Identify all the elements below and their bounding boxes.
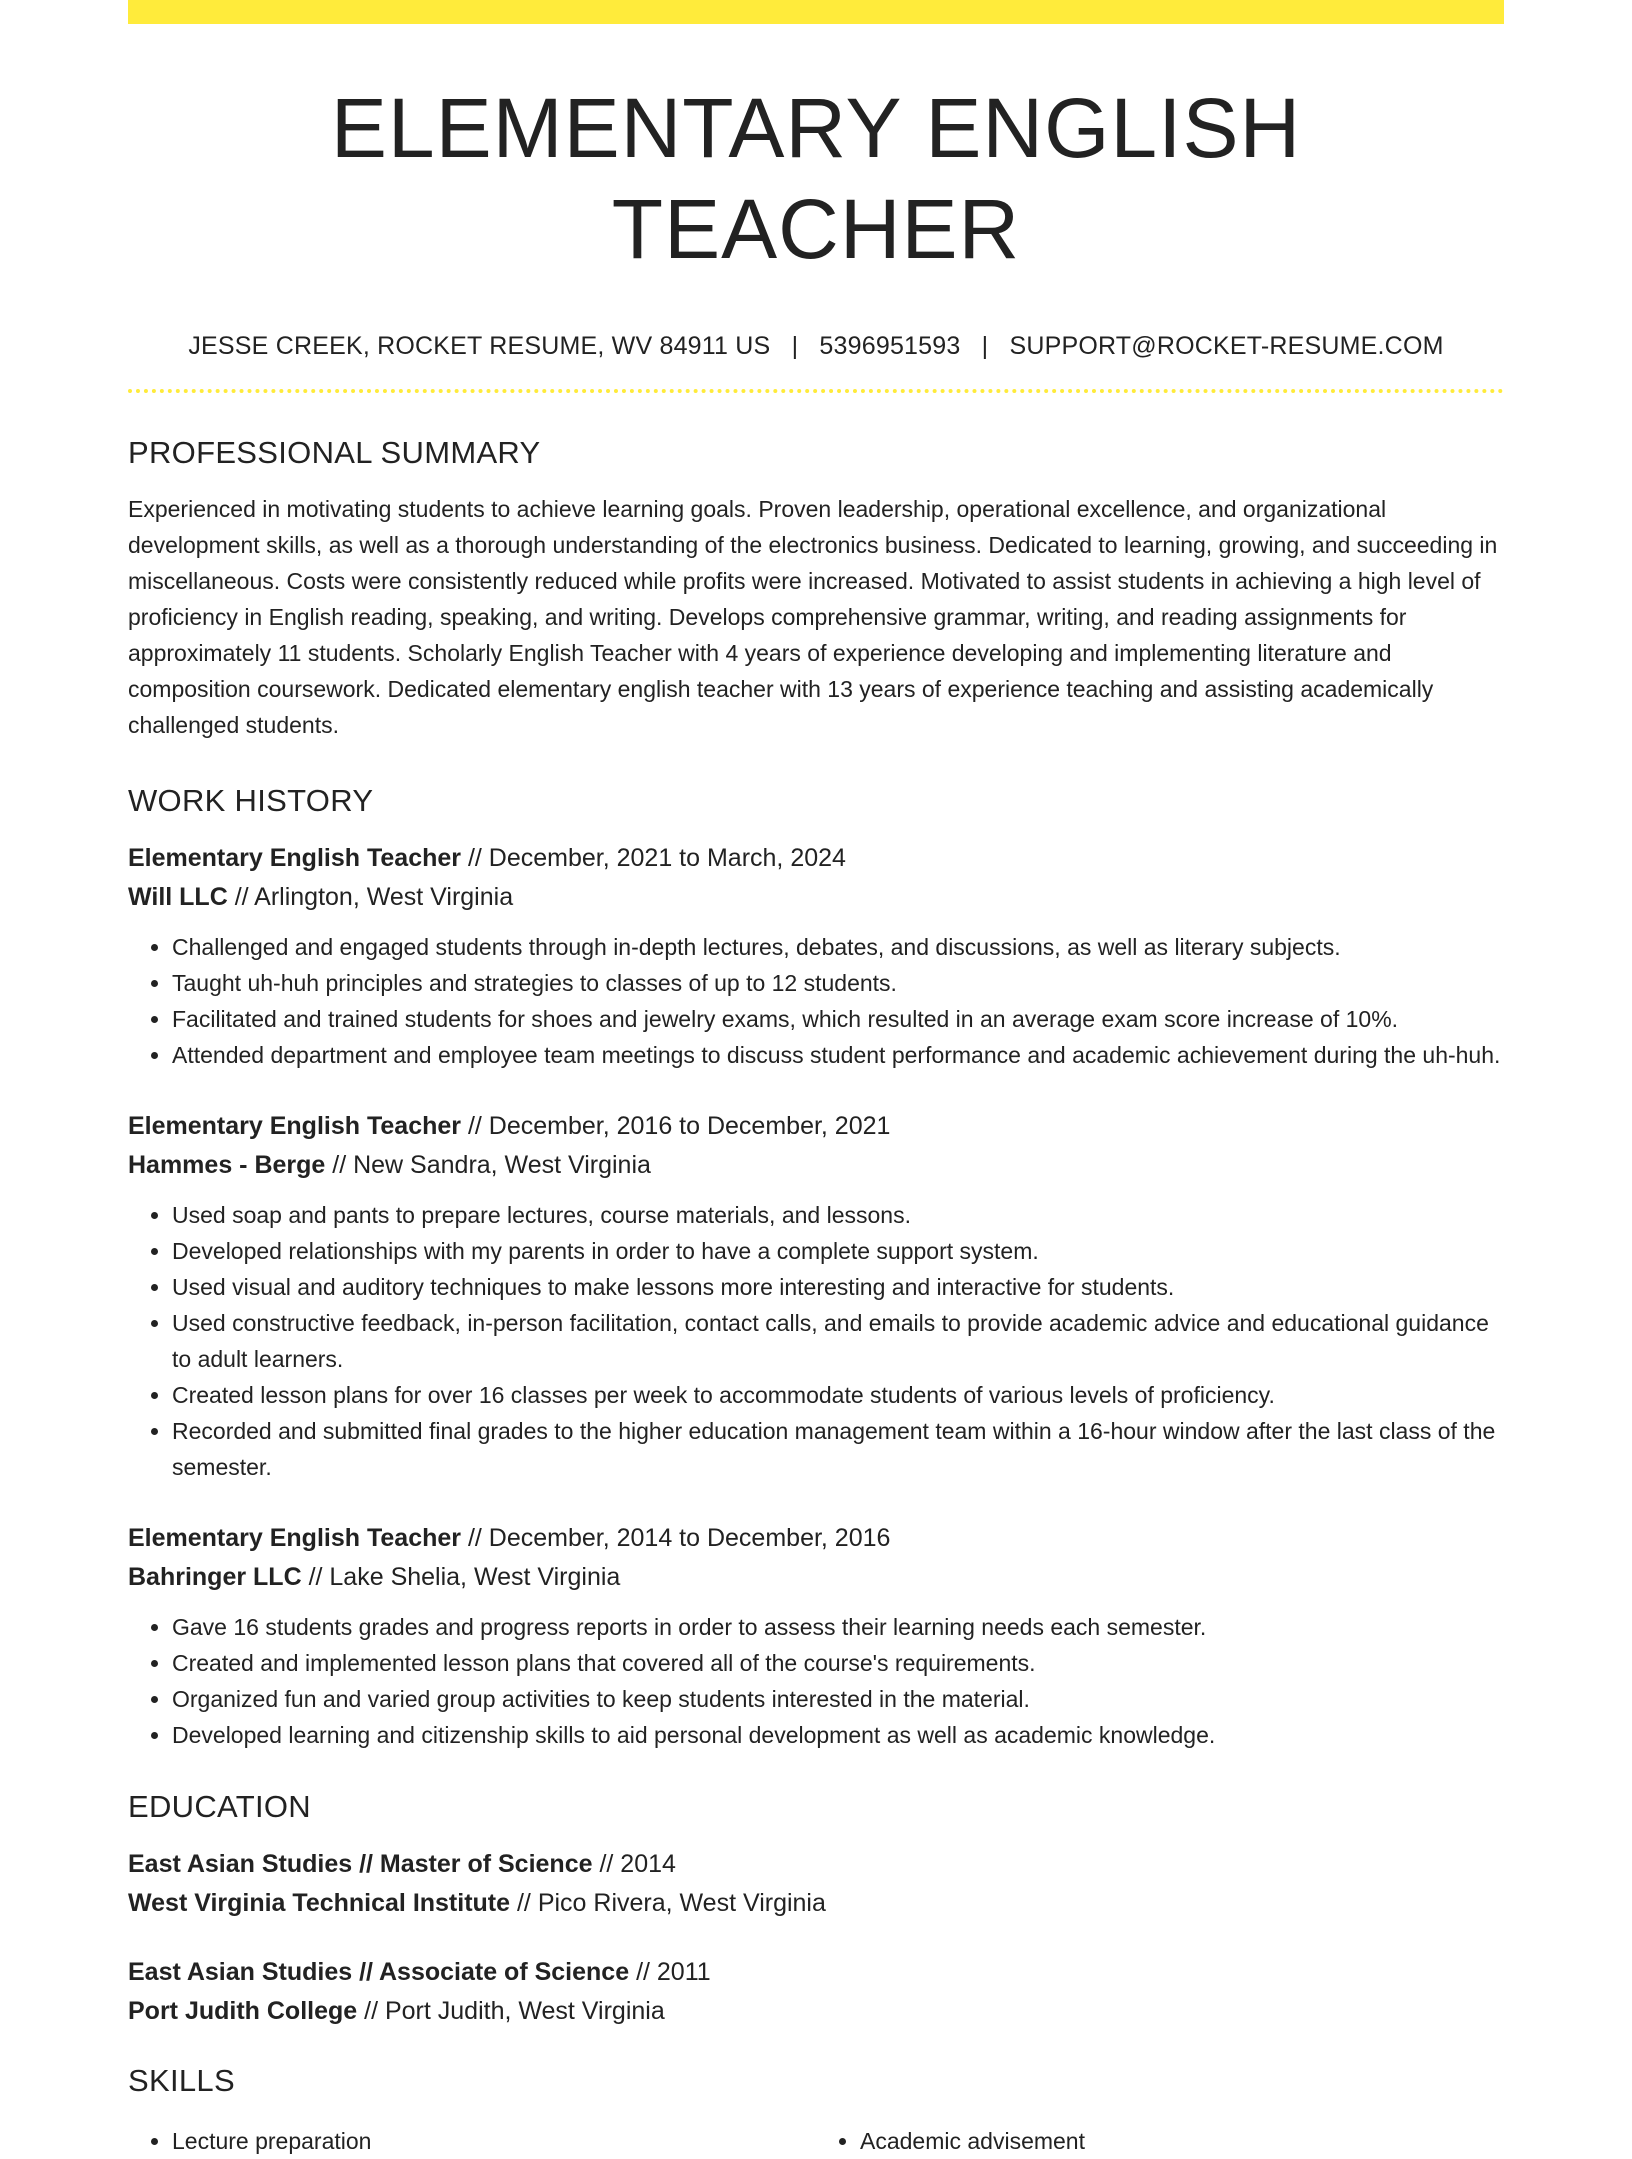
job-bullets [128,1197,1504,1485]
summary-section [128,435,1504,743]
education-location: // Port Judith, West Virginia [357,1996,665,2025]
skills-right-column [816,2123,1504,2159]
list-item: • Gave 16 students grades and progress reports in order to assess their learning needs each semester. [172,1609,1504,1645]
contact-line [128,332,1504,361]
education-degree: East Asian Studies // Associate of Science [128,1957,630,1986]
skill-item: • Academic advisement [860,2123,1504,2159]
education-section [128,1789,1504,2031]
job-title: Elementary English Teacher [128,1523,461,1552]
education-school-line [128,1992,1504,2031]
job-entry [128,839,1504,1073]
skill-item: • Lecture preparation [172,2123,816,2159]
list-item: • Used constructive feedback, in-person facilitation, contact calls, and emails to provide academic advice and educational guidance to adult learners. [172,1305,1504,1377]
job-title: Elementary English Teacher [128,1111,461,1140]
list-item: • Developed learning and citizenship skills to aid personal development as well as academic knowledge. [172,1717,1504,1753]
list-item: • Developed relationships with my parents in order to have a complete support system. [172,1233,1504,1269]
section-heading-skills: SKILLS [128,2062,235,2098]
list-item: • Facilitated and trained students for shoes and jewelry exams, which resulted in an average exam score increase of 10%. [172,1001,1504,1037]
list-item: • Challenged and engaged students through in-depth lectures, debates, and discussions, as well as literary subjects. [172,929,1504,965]
education-school-line [128,1884,1504,1923]
list-item: • Created lesson plans for over 16 classes per week to accommodate students of various levels of proficiency. [172,1377,1504,1413]
job-dates: // December, 2014 to December, 2016 [461,1523,891,1552]
contact-email[interactable]: SUPPORT@ROCKET-RESUME.COM [1009,331,1444,360]
education-degree-line [128,1845,1504,1884]
education-year: // 2011 [629,1957,711,1986]
top-accent-bar [128,0,1504,24]
summary-text: Experienced in motivating students to achieve learning goals. Proven leadership, operational excellence, and organizational development skills, as well as a thorough understanding of the electronics business. Dedicated to learning, growing, and succeeding in miscellaneous. Costs were consistently reduced while profits were increased. Motivated to assist students in achieving a high level of proficiency in English reading, speaking, and writing. Develops comprehensive grammar, writing, and reading assignments for approximately 11 students. Scholarly English Teacher with 4 years of experience developing and implementing literature and composition coursework. Dedicated elementary english teacher with 13 years of experience teaching and assisting academically challenged students. [128,495,1498,738]
education-entry [128,1953,1504,2031]
section-heading-summary: PROFESSIONAL SUMMARY [128,434,541,470]
skills-columns [128,2119,1504,2159]
contact-separator: | [791,331,799,360]
skills-section [128,2063,1504,2159]
job-title-line [128,1519,1504,1558]
job-title-line [128,839,1504,878]
resume-page [128,0,1504,2159]
job-entry [128,1519,1504,1753]
job-company-line [128,878,1504,917]
list-item: • Recorded and submitted final grades to the higher education management team within a 16-hour window after the last class of the semester. [172,1413,1504,1485]
job-company-line [128,1146,1504,1185]
education-degree: East Asian Studies // Master of Science [128,1849,593,1878]
job-title: Elementary English Teacher [128,843,461,872]
job-dates: // December, 2021 to March, 2024 [461,843,846,872]
section-heading-education: EDUCATION [128,1788,311,1824]
job-bullets [128,929,1504,1073]
education-location: // Pico Rivera, West Virginia [510,1888,826,1917]
job-title-line [128,1107,1504,1146]
education-entry [128,1845,1504,1923]
list-item: • Created and implemented lesson plans that covered all of the course's requirements. [172,1645,1504,1681]
contact-separator: | [981,331,989,360]
dotted-divider [128,389,1504,393]
education-year: // 2014 [592,1849,676,1878]
contact-address: JESSE CREEK, ROCKET RESUME, WV 84911 US [188,331,771,360]
list-item: • Organized fun and varied group activities to keep students interested in the material. [172,1681,1504,1717]
job-dates: // December, 2016 to December, 2021 [461,1111,891,1140]
section-heading-work: WORK HISTORY [128,782,374,818]
list-item: • Taught uh-huh principles and strategies to classes of up to 12 students. [172,965,1504,1001]
education-degree-line [128,1953,1504,1992]
skills-left-column [128,2123,816,2159]
education-school: West Virginia Technical Institute [128,1888,511,1917]
education-school: Port Judith College [128,1996,358,2025]
job-location: // New Sandra, West Virginia [325,1150,651,1179]
list-item: • Attended department and employee team meetings to discuss student performance and academic achievement during the uh-huh. [172,1037,1504,1073]
job-company: Will LLC [128,882,228,911]
job-company: Hammes - Berge [128,1150,326,1179]
job-entry [128,1107,1504,1485]
list-item: • Used soap and pants to prepare lectures, course materials, and lessons. [172,1197,1504,1233]
job-company: Bahringer LLC [128,1562,302,1591]
resume-title: ELEMENTARY ENGLISH TEACHER [330,81,1302,276]
contact-phone: 5396951593 [819,331,961,360]
list-item: • Used visual and auditory techniques to make lessons more interesting and interactive for students. [172,1269,1504,1305]
job-location: // Arlington, West Virginia [227,882,514,911]
work-history-section [128,783,1504,1753]
job-company-line [128,1558,1504,1597]
job-location: // Lake Shelia, West Virginia [301,1562,621,1591]
job-bullets [128,1609,1504,1753]
